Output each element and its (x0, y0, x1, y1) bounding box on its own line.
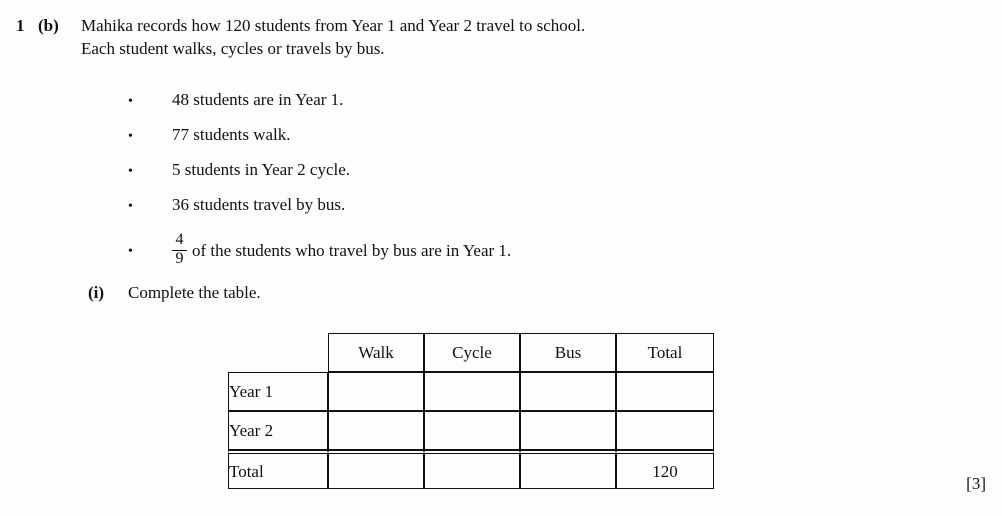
column-header-cycle: Cycle (424, 333, 520, 372)
list-item-label: of the students who travel by bus are in Year 1. (192, 240, 512, 260)
row-header-total: Total (228, 450, 328, 489)
list-item-fraction (128, 228, 828, 272)
fraction-denominator: 9 (175, 250, 184, 268)
column-header-total: Total (616, 333, 714, 372)
column-header-walk: Walk (328, 333, 424, 372)
cell-year1-walk[interactable] (328, 372, 424, 411)
list-item-label: 48 students are in Year 1. (172, 90, 344, 109)
table-row (228, 372, 714, 411)
bullet-icon: • (128, 243, 133, 259)
question-stem (81, 14, 585, 60)
row-header-year-1: Year 1 (228, 372, 328, 411)
cell-year1-cycle[interactable] (424, 372, 520, 411)
list-item-label: 77 students walk. (172, 125, 291, 144)
list-item (128, 158, 828, 193)
fraction-numerator: 4 (175, 231, 184, 249)
question-stem-line-1: Mahika records how 120 students from Year 1 and Year 2 travel to school. (81, 16, 586, 35)
question-header (16, 14, 976, 60)
list-item-label: 5 students in Year 2 cycle. (172, 160, 351, 179)
row-header-year-2: Year 2 (228, 411, 328, 450)
cell-year2-total[interactable] (616, 411, 714, 450)
cell-total-walk[interactable] (328, 450, 424, 489)
table-row (228, 411, 714, 450)
cell-total-bus[interactable] (520, 450, 616, 489)
subpart-text: Complete the table. (128, 283, 261, 302)
list-item (128, 193, 828, 228)
cell-grand-total: 120 (616, 450, 714, 489)
question-stem-line-2: Each student walks, cycles or travels by bus. (81, 39, 385, 58)
bullet-icon: • (128, 199, 133, 214)
bullet-icon: • (128, 94, 133, 109)
marks-allocation: [3] (966, 474, 986, 493)
subpart-label: (i) (88, 283, 105, 302)
cell-year2-cycle[interactable] (424, 411, 520, 450)
question-number: 1 (16, 16, 25, 35)
question-part-label: (b) (38, 16, 59, 35)
fraction-four-ninths (172, 232, 187, 267)
fact-bullet-list (128, 88, 828, 272)
cell-year1-total[interactable] (616, 372, 714, 411)
cell-year1-bus[interactable] (520, 372, 616, 411)
list-item (128, 88, 828, 123)
bullet-icon: • (128, 129, 133, 144)
two-way-table (228, 333, 714, 489)
list-item (128, 123, 828, 158)
bullet-icon: • (128, 164, 133, 179)
cell-year2-bus[interactable] (520, 411, 616, 450)
column-header-bus: Bus (520, 333, 616, 372)
list-item-label: 36 students travel by bus. (172, 195, 346, 214)
cell-total-cycle[interactable] (424, 450, 520, 489)
subpart-instruction (88, 281, 261, 304)
table-row-totals (228, 450, 714, 489)
table-corner-cell (228, 333, 328, 372)
table-header-row (228, 333, 714, 372)
cell-year2-walk[interactable] (328, 411, 424, 450)
